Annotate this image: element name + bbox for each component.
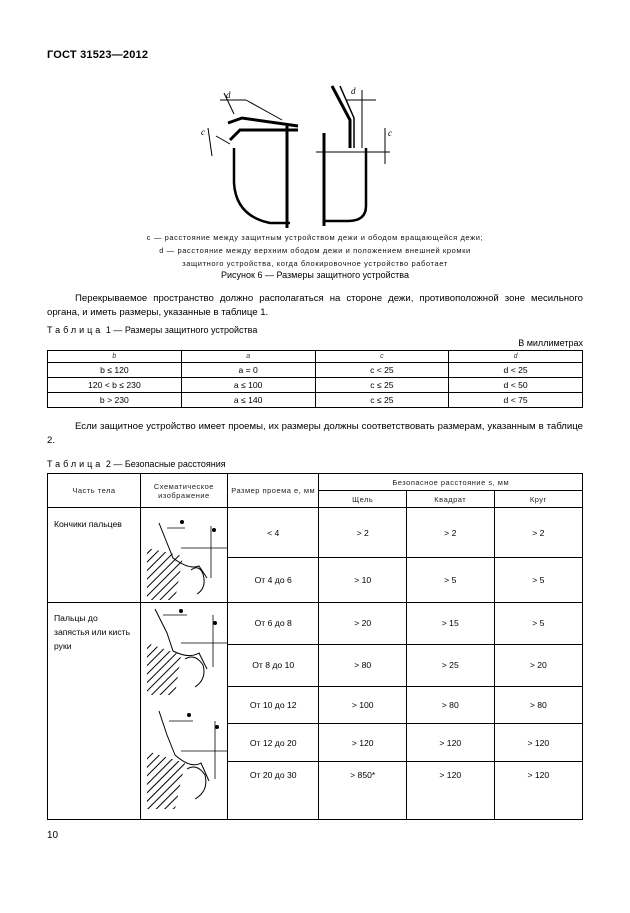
table-cell: > 20 [494,644,582,686]
table-2-header-safe-distance: Безопасное расстояние s, мм [319,474,583,491]
fingertips-scheme-image [141,508,227,600]
table-2-caption-text: 2 — Безопасные расстояния [105,459,226,469]
table-2-header-opening: Размер проема e, мм [227,474,319,508]
table-1-header-cell: d [449,351,583,363]
table-cell: > 20 [319,603,406,645]
figure-title: Рисунок 6 — Размеры защитного устройства [221,270,409,280]
table-cell: > 5 [494,558,582,603]
table-row [48,363,583,378]
table-cell: > 10 [319,558,406,603]
table-1-header-cell: a [181,351,315,363]
table-2-header-body-part: Часть тела [48,474,141,508]
table-cell: > 2 [406,508,494,558]
figure-label-c-right: c [388,128,392,138]
figure-6-drawing [190,78,410,228]
table-1-header-cell: c [315,351,449,363]
table-cell: От 10 до 12 [227,686,319,724]
table-cell: > 120 [494,724,582,762]
page-number: 10 [47,830,59,841]
table-2-body-part-fingers-hand: Пальцы до запястья или кисть руки [48,603,141,820]
table-2-header-square: Квадрат [406,491,494,508]
table-cell: От 12 до 20 [227,724,319,762]
table-cell: От 4 до 6 [227,558,319,603]
table-2-header-slot: Щель [319,491,406,508]
table-2-header-circle: Круг [494,491,582,508]
table-cell: > 2 [494,508,582,558]
table-cell: 120 < b ≤ 230 [48,378,182,393]
table-cell: От 8 до 10 [227,644,319,686]
table-cell: < 4 [227,508,319,558]
table-1-header-row [48,351,583,363]
table-2-caption [47,459,226,469]
table-1-caption-word: Таблица [47,325,104,335]
table-row [48,603,583,645]
table-1 [47,350,583,408]
figure-legend-line-1: c — расстояние между защитным устройством дежи и ободом вращающейся дежи; [146,233,484,242]
paragraph-1: Перекрываемое пространство должно располагаться на стороне дежи, противоположной зоне месильного органа, и иметь размеры, указанные в таблице 1. [47,293,583,318]
table-cell: a ≤ 100 [181,378,315,393]
table-cell: a ≤ 140 [181,393,315,408]
table-cell: > 120 [406,724,494,762]
table-cell: > 80 [406,686,494,724]
figure-label-d-right: d [351,86,356,96]
table-cell: > 80 [319,644,406,686]
table-1-caption-text: 1 — Размеры защитного устройства [105,325,258,335]
table-cell: d < 50 [449,378,583,393]
table-2-body-part-fingertips: Кончики пальцев [48,508,141,603]
table-cell: d < 25 [449,363,583,378]
figure-label-c-left: c [201,127,205,137]
table-cell: > 120 [494,761,582,819]
table-cell: > 2 [319,508,406,558]
table-cell: d < 75 [449,393,583,408]
figure-legend-line-2: d — расстояние между верхним ободом дежи и положением внешней кромки [159,246,471,255]
table-1-units: В миллиметрах [518,338,583,348]
table-cell: > 100 [319,686,406,724]
table-cell: a = 0 [181,363,315,378]
table-cell: c ≤ 25 [315,378,449,393]
table-cell: > 5 [406,558,494,603]
figure-label-d-left: d [226,90,231,100]
table-cell: > 15 [406,603,494,645]
table-2-header-scheme: Схематическое изображение [140,474,227,508]
table-row [48,378,583,393]
table-1-header-cell: b [48,351,182,363]
figure-legend-line-3: защитного устройства, когда блокировочное устройство работает [182,259,448,268]
table-cell: c ≤ 25 [315,393,449,408]
table-2-header-row [48,474,583,491]
table-cell: От 20 до 30 [227,761,319,819]
table-cell: > 5 [494,603,582,645]
table-cell: > 120 [319,724,406,762]
table-2 [47,473,583,820]
scheme-hand-cell [140,603,227,820]
table-cell: b > 230 [48,393,182,408]
table-cell: > 850* [319,761,406,819]
table-cell: c < 25 [315,363,449,378]
paragraph-2: Если защитное устройство имеет проемы, их размеры должны соответствовать размерам, указанным в таблице 2. [47,421,583,446]
table-cell: > 80 [494,686,582,724]
table-1-caption [47,325,257,335]
table-cell: > 120 [406,761,494,819]
scheme-fingertips-cell [140,508,227,603]
table-cell: > 25 [406,644,494,686]
table-cell: От 6 до 8 [227,603,319,645]
table-row [48,508,583,558]
figure-legend [70,231,560,270]
document-header: ГОСТ 31523—2012 [47,49,149,61]
table-row [48,393,583,408]
table-2-caption-word: Таблица [47,459,104,469]
table-cell: b ≤ 120 [48,363,182,378]
hand-scheme-image [141,603,227,817]
